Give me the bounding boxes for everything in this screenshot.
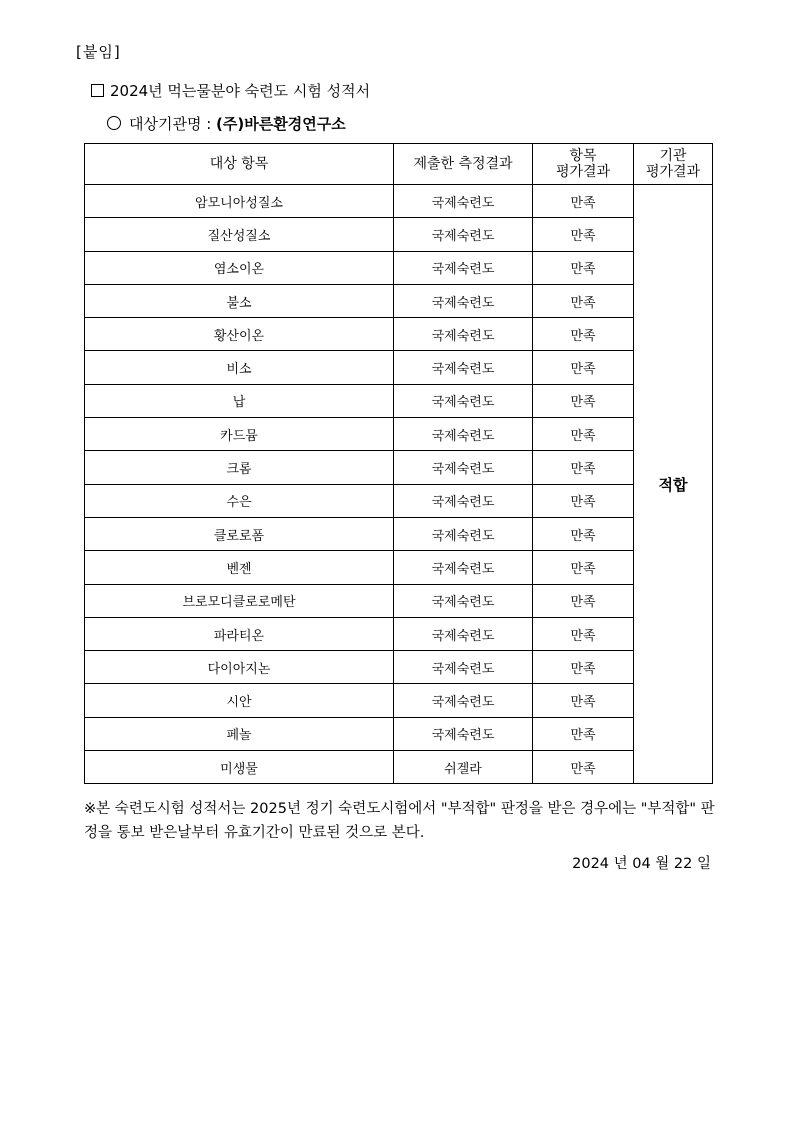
table-row	[85, 185, 713, 218]
checkbox-square-icon	[91, 84, 104, 97]
table-row	[85, 418, 713, 451]
table-row	[85, 651, 713, 684]
cell-item: 불소	[85, 284, 394, 317]
cell-submitted-result: 국제숙련도	[394, 218, 533, 251]
table-row	[85, 318, 713, 351]
header-submitted-result: 제출한 측정결과	[394, 144, 533, 185]
cell-item-evaluation: 만족	[533, 617, 634, 650]
document-title	[91, 80, 370, 101]
cell-submitted-result: 국제숙련도	[394, 185, 533, 218]
cell-item: 암모니아성질소	[85, 185, 394, 218]
cell-item: 벤젠	[85, 551, 394, 584]
cell-item-evaluation: 만족	[533, 651, 634, 684]
cell-submitted-result: 국제숙련도	[394, 451, 533, 484]
cell-item: 크롬	[85, 451, 394, 484]
table-body	[85, 185, 713, 784]
cell-submitted-result: 국제숙련도	[394, 418, 533, 451]
cell-item: 파라티온	[85, 617, 394, 650]
cell-item-evaluation: 만족	[533, 418, 634, 451]
cell-item-evaluation: 만족	[533, 384, 634, 417]
cell-submitted-result: 국제숙련도	[394, 617, 533, 650]
cell-item-evaluation: 만족	[533, 717, 634, 750]
cell-submitted-result: 국제숙련도	[394, 351, 533, 384]
header-org-evaluation-line2: 평가결과	[645, 164, 701, 180]
table-row	[85, 684, 713, 717]
table-row	[85, 551, 713, 584]
cell-item-evaluation: 만족	[533, 251, 634, 284]
cell-submitted-result: 국제숙련도	[394, 251, 533, 284]
cell-item: 미생물	[85, 751, 394, 784]
cell-item-evaluation: 만족	[533, 185, 634, 218]
cell-item: 카드뮴	[85, 418, 394, 451]
table-row	[85, 517, 713, 550]
cell-item-evaluation: 만족	[533, 351, 634, 384]
cell-submitted-result: 국제숙련도	[394, 651, 533, 684]
cell-item-evaluation: 만족	[533, 584, 634, 617]
cell-item: 질산성질소	[85, 218, 394, 251]
cell-item-evaluation: 만족	[533, 484, 634, 517]
table-row	[85, 284, 713, 317]
header-org-evaluation-line1: 기관	[659, 148, 687, 164]
cell-item: 다이아지논	[85, 651, 394, 684]
table-row	[85, 451, 713, 484]
cell-submitted-result: 국제숙련도	[394, 284, 533, 317]
cell-item: 비소	[85, 351, 394, 384]
header-item-evaluation-line2: 평가결과	[555, 164, 611, 180]
table-row	[85, 251, 713, 284]
cell-submitted-result: 국제숙련도	[394, 484, 533, 517]
cell-item: 시안	[85, 684, 394, 717]
cell-submitted-result: 국제숙련도	[394, 384, 533, 417]
cell-submitted-result: 국제숙련도	[394, 684, 533, 717]
cell-item-evaluation: 만족	[533, 218, 634, 251]
table-header-row	[85, 144, 713, 185]
results-table	[84, 143, 713, 784]
organization-line	[107, 113, 346, 134]
cell-item-evaluation: 만족	[533, 517, 634, 550]
header-item-evaluation-line1: 항목	[569, 148, 597, 164]
table-row	[85, 484, 713, 517]
table-row	[85, 384, 713, 417]
cell-submitted-result: 국제숙련도	[394, 717, 533, 750]
table-row	[85, 617, 713, 650]
organization-name: (주)바른환경연구소	[216, 115, 346, 133]
table-row	[85, 218, 713, 251]
cell-submitted-result: 쉬겔라	[394, 751, 533, 784]
cell-item: 황산이온	[85, 318, 394, 351]
organization-label: 대상기관명 :	[129, 115, 217, 133]
validity-note: ※본 숙련도시험 성적서는 2025년 정기 숙련도시험에서 "부적합" 판정을 받은 경우에는 "부적합" 판정을 통보 받은날부터 유효기간이 만료된 것으로 본다.	[84, 801, 715, 841]
cell-item-evaluation: 만족	[533, 451, 634, 484]
table-row	[85, 717, 713, 750]
circle-bullet-icon	[107, 116, 121, 130]
cell-item-evaluation: 만족	[533, 751, 634, 784]
cell-item: 브로모디클로로메탄	[85, 584, 394, 617]
cell-item-evaluation: 만족	[533, 284, 634, 317]
cell-submitted-result: 국제숙련도	[394, 318, 533, 351]
cell-item: 페놀	[85, 717, 394, 750]
cell-item-evaluation: 만족	[533, 551, 634, 584]
cell-item: 납	[85, 384, 394, 417]
header-org-evaluation	[634, 144, 713, 185]
cell-submitted-result: 국제숙련도	[394, 517, 533, 550]
cell-submitted-result: 국제숙련도	[394, 551, 533, 584]
cell-org-evaluation: 적합	[634, 185, 713, 784]
cell-item: 염소이온	[85, 251, 394, 284]
header-item-evaluation	[533, 144, 634, 185]
cell-item-evaluation: 만족	[533, 318, 634, 351]
cell-item: 수은	[85, 484, 394, 517]
table-row	[85, 584, 713, 617]
cell-item-evaluation: 만족	[533, 684, 634, 717]
attachment-label: [붙임]	[76, 43, 121, 61]
table-row	[85, 751, 713, 784]
header-item: 대상 항목	[85, 144, 394, 185]
cell-submitted-result: 국제숙련도	[394, 584, 533, 617]
cell-item: 클로로폼	[85, 517, 394, 550]
document-date: 2024 년 04 월 22 일	[572, 856, 711, 872]
document-title-text: 2024년 먹는물분야 숙련도 시험 성적서	[110, 82, 371, 100]
table-row	[85, 351, 713, 384]
